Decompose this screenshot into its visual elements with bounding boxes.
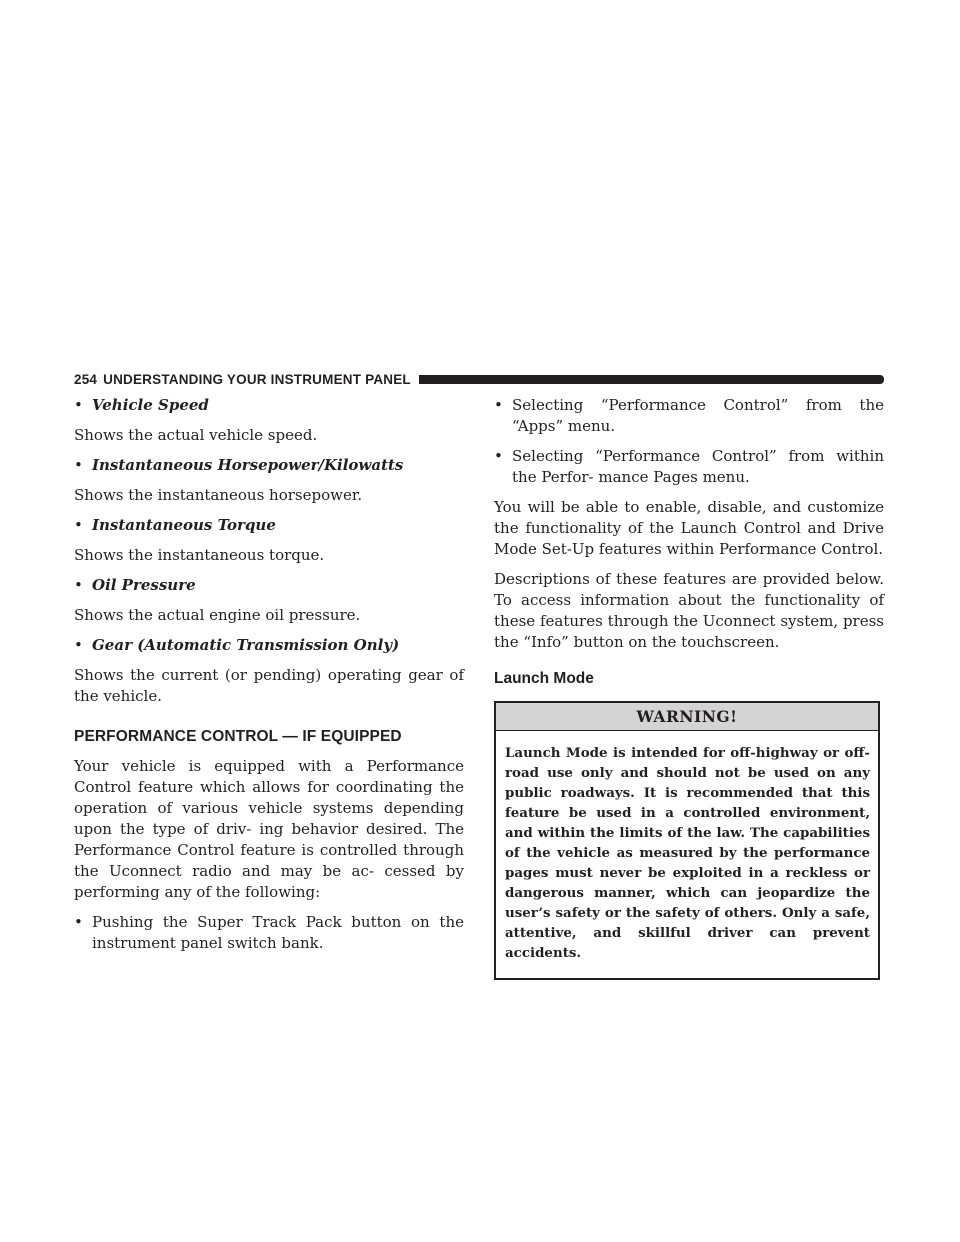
bullet-dot: • [74, 516, 83, 534]
bullet-torque [74, 515, 464, 536]
access-bullet-switch-bank [74, 912, 464, 954]
bullet-dot: • [74, 913, 83, 931]
bullet-dot: • [494, 396, 503, 414]
bullet-dot: • [74, 576, 83, 594]
page-header [74, 371, 884, 387]
bullet-gear [74, 635, 464, 656]
intro-paragraph: Your vehicle is equipped with a Performance Control feature which allows for coordinating the operation of various vehicle systems depending upon the type of driv- ing behavior desired. The Performance Control feature is controlled through the Uconnect radio and may be ac- cessed by performing any of the following: [74, 757, 464, 901]
header-rule [419, 375, 884, 384]
bullet-label: Instantaneous Torque [92, 516, 276, 534]
bullet-label: Vehicle Speed [92, 396, 209, 414]
bullet-label: Instantaneous Horsepower/Kilowatts [92, 456, 404, 474]
warning-box [494, 701, 880, 980]
bullet-label: Gear (Automatic Transmission Only) [92, 636, 400, 654]
bullet-description: Shows the instantaneous torque. [74, 546, 325, 564]
bullet-label: Oil Pressure [92, 576, 196, 594]
page-number: 254 [74, 371, 98, 387]
launch-mode-heading: Launch Mode [494, 670, 594, 687]
bullet-description: Shows the actual engine oil pressure. [74, 606, 361, 624]
bullet-text: Selecting “Performance Control” from within the Perfor- mance Pages menu. [512, 447, 884, 486]
warning-body: Launch Mode is intended for off-highway or off-road use only and should not be used on any public roadways. It is recommended that this feature be used in a controlled environment, and within the limits of the law. The capabilities of the vehicle as measured by the performance pages must never be exploited in a reckless or dangerous manner, which can jeopardize the user’s safety or the safety of others. Only a safe, attentive, and skillful driver can prevent accidents. [505, 745, 870, 961]
bullet-text: Pushing the Super Track Pack button on the instrument panel switch bank. [92, 913, 464, 952]
section-heading: PERFORMANCE CONTROL — IF EQUIPPED [74, 728, 402, 745]
access-bullet-apps-menu [494, 395, 884, 437]
paragraph-customize: You will be able to enable, disable, and customize the functionality of the Launch Control and Drive Mode Set-Up features within Performance Control. [494, 498, 884, 558]
bullet-dot: • [494, 447, 503, 465]
left-column [74, 395, 464, 963]
bullet-vehicle-speed [74, 395, 464, 416]
paragraph-descriptions: Descriptions of these features are provided below. To access information about the functionality of these features through the Uconnect system, press the “Info” button on the touchscreen. [494, 570, 884, 651]
bullet-dot: • [74, 456, 83, 474]
bullet-dot: • [74, 396, 83, 414]
bullet-description: Shows the actual vehicle speed. [74, 426, 318, 444]
bullet-dot: • [74, 636, 83, 654]
bullet-horsepower [74, 455, 464, 476]
bullet-description: Shows the current (or pending) operating gear of the vehicle. [74, 666, 464, 705]
bullet-description: Shows the instantaneous horsepower. [74, 486, 363, 504]
access-bullet-performance-pages [494, 446, 884, 488]
bullet-text: Selecting “Performance Control” from the “Apps” menu. [512, 396, 884, 435]
warning-title: WARNING! [496, 703, 878, 731]
right-column [494, 395, 884, 980]
section-title: UNDERSTANDING YOUR INSTRUMENT PANEL [103, 371, 411, 387]
bullet-oil-pressure [74, 575, 464, 596]
